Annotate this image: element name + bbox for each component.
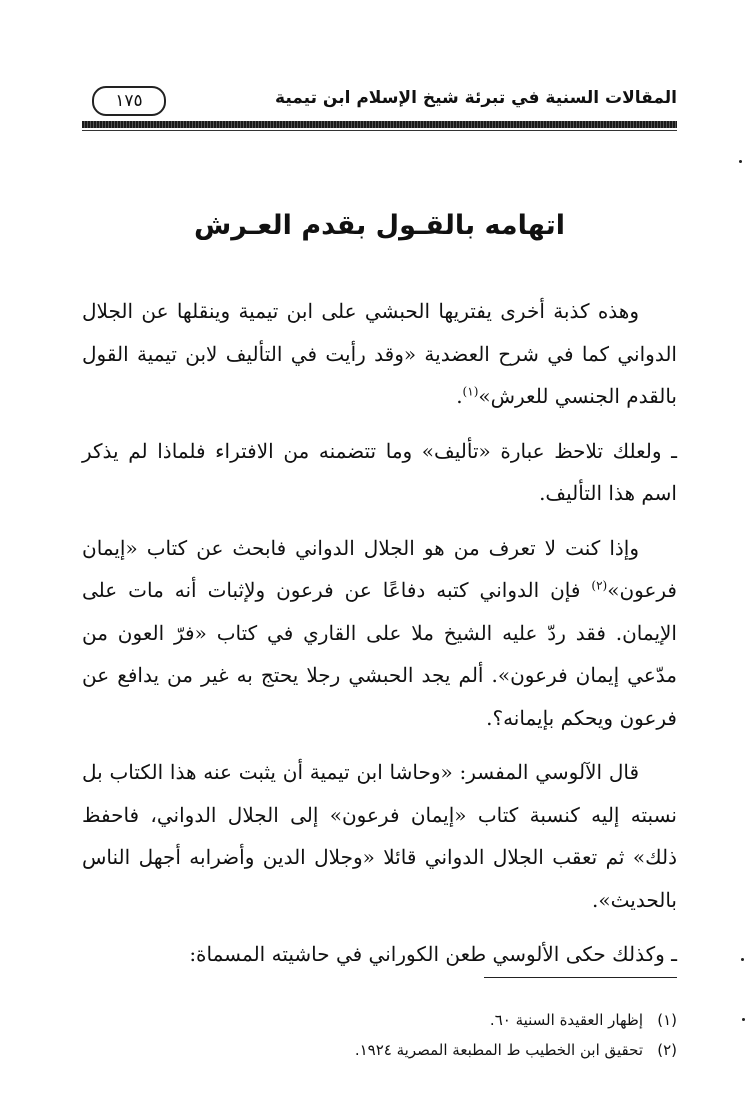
paragraph-text: فإن الدواني كتبه دفاعًا عن فرعون ولإثبات أنه مات على الإيمان. فقد ردّ عليه الشيخ ملا على القاري في كتاب «فرّ العون من مدّعي إيمان فرعون». ألم يجد الحبشي رجلا يحتج به غير من يدافع عن فرعون ويحكم بإيمانه؟. <box>82 578 677 730</box>
page-number-badge: ١٧٥ <box>92 86 166 116</box>
header-rule-thin <box>82 130 677 131</box>
footnote-ref-2: (٢) <box>591 578 608 593</box>
footnote-2 <box>82 1035 677 1065</box>
paragraph-5 <box>82 933 677 976</box>
paragraph-text: وإذا كنت لا تعرف من هو الجلال الدواني فابحث عن كتاب «إيمان فرعون» <box>82 535 677 602</box>
paragraph-text: ـ وكذلك حكى الألوسي طعن الكوراني في حاشيته المسماة: <box>189 942 677 966</box>
running-header <box>82 84 677 120</box>
footnote-ref-1: (١) <box>462 384 479 399</box>
footnote-rule <box>484 977 677 978</box>
paragraph-2 <box>82 430 677 515</box>
footnote-text: تحقيق ابن الخطيب ط المطبعة المصرية ١٩٢٤. <box>354 1041 643 1059</box>
paragraph-text: وهذه كذبة أخرى يفتريها الحبشي على ابن تيمية وينقلها عن الجلال الدواني كما في شرح العضدية «وقد رأيت في التأليف لابن تيمية القول بالقدم الجنسي للعرش» <box>82 299 677 408</box>
paragraph-text: ـ ولعلك تلاحظ عبارة «تأليف» وما تتضمنه من الافتراء فلماذا لم يذكر اسم هذا التأليف. <box>82 438 677 505</box>
footnote-number: (١) <box>657 1011 677 1029</box>
paragraph-1 <box>82 290 677 418</box>
paragraph-text: . <box>456 384 463 408</box>
paragraph-text: قال الآلوسي المفسر: «وحاشا ابن تيمية أن يثبت عنه هذا الكتاب بل نسبته إليه كنسبة كتاب «إيمان فرعون» إلى الجلال الدواني، فاحفظ ذلك» ثم تعقب الجلال الدواني قائلا «وجلال الدين وأضرابه أجهل الناس بالحديث». <box>82 760 677 912</box>
footnote-text: إظهار العقيدة السنية ٦٠. <box>489 1011 643 1029</box>
scan-speck <box>742 1018 745 1021</box>
running-title: المقالات السنية في تبرئة شيخ الإسلام ابن تيمية <box>275 88 677 108</box>
footnotes <box>82 1005 677 1065</box>
paragraph-4 <box>82 751 677 921</box>
footnote-number: (٢) <box>657 1041 677 1059</box>
body-text <box>82 290 677 988</box>
scan-speck <box>739 160 742 163</box>
scan-speck <box>741 958 744 961</box>
footnote-1 <box>82 1005 677 1035</box>
section-heading: اتهامه بالقـول بقدم العـرش <box>194 210 565 241</box>
header-rule <box>82 121 677 128</box>
paragraph-3 <box>82 527 677 740</box>
